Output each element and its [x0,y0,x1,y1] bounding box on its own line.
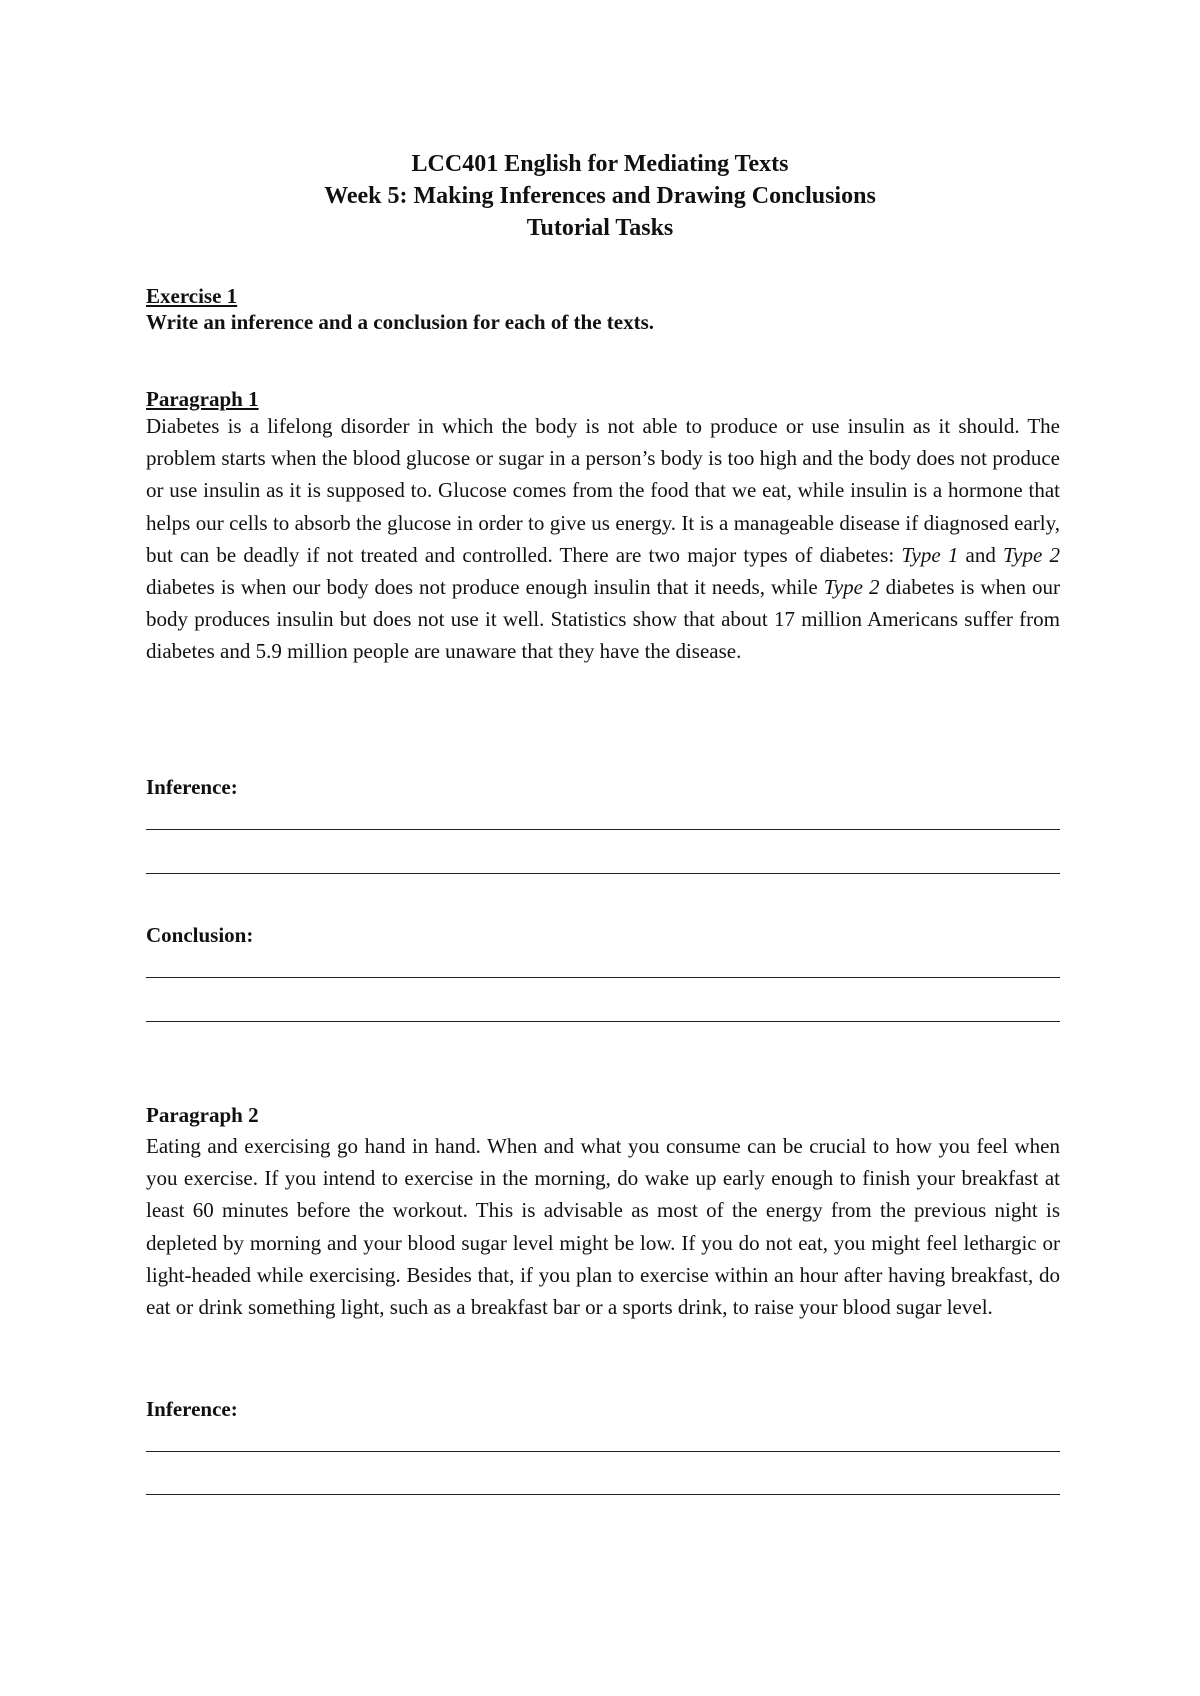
document-header [0,148,1200,244]
paragraph-1-inference-answer-line-1[interactable] [146,829,1060,830]
paragraph-1-inference-label: Inference: [146,775,238,799]
paragraph-1-inference-answer-line-2[interactable] [146,873,1060,874]
exercise-heading-block [146,283,1060,335]
paragraph-2-inference-answer-line-1[interactable] [146,1451,1060,1452]
exercise-instruction: Write an inference and a conclusion for each of the texts. [146,310,655,334]
week-title: Week 5: Making Inferences and Drawing Conclusions [324,183,876,209]
paragraph-1-conclusion-answer-line-2[interactable] [146,1021,1060,1022]
paragraph-2-body-block [146,1130,1060,1323]
paragraph-1-conclusion-block [146,922,1060,948]
paragraph-2-inference-block [146,1396,1060,1422]
paragraph-2-inference-answer-line-2[interactable] [146,1494,1060,1495]
course-title: LCC401 English for Mediating Texts [411,151,789,177]
tutorial-subtitle: Tutorial Tasks [526,215,674,241]
paragraph-1-title: Paragraph 1 [146,387,259,411]
paragraph-2-title: Paragraph 2 [146,1103,259,1127]
paragraph-1-conclusion-label: Conclusion: [146,923,254,947]
paragraph-2-text: Eating and exercising go hand in hand. When and what you consume can be crucial to how you feel when you exercise. If you intend to exercise in the morning, do wake up early enough to finish your breakfast at least 60 minutes before the workout. This is advisable as most of the energy from the previous night is depleted by morning and your blood sugar level might be low. If you do not eat, you might feel lethargic or light-headed while exercising. Besides that, if you plan to exercise within an hour after having breakfast, do eat or drink something light, such as a breakfast bar or a sports drink, to raise your blood sugar level. [146,1134,1060,1320]
paragraph-1-text: Diabetes is a lifelong disorder in which the body is not able to produce or use insulin as it should. The problem starts when the blood glucose or sugar in a person’s body is too high and the body does not produce or use insulin as it is supposed to. Glucose comes from the food that we eat, while insulin is a hormone that helps our cells to absorb the glucose in order to give us energy. It is a manageable disease if diagnosed early, but can be deadly if not treated and controlled. There are two major types of diabetes: Type 1 and Type 2 diabetes is when our body does not produce enough insulin that it needs, while Type 2 diabetes is when our body produces insulin but does not use it well. Statistics show that about 17 million Americans suffer from diabetes and 5.9 million people are unaware that they have the disease. [146,414,1060,664]
paragraph-1-inference-block [146,774,1060,800]
paragraph-1-title-block [146,386,1060,412]
paragraph-2-inference-label: Inference: [146,1397,238,1421]
exercise-title: Exercise 1 [146,284,238,308]
paragraph-1-conclusion-answer-line-1[interactable] [146,977,1060,978]
paragraph-1-body-block [146,410,1060,668]
paragraph-2-title-block [146,1102,1060,1128]
